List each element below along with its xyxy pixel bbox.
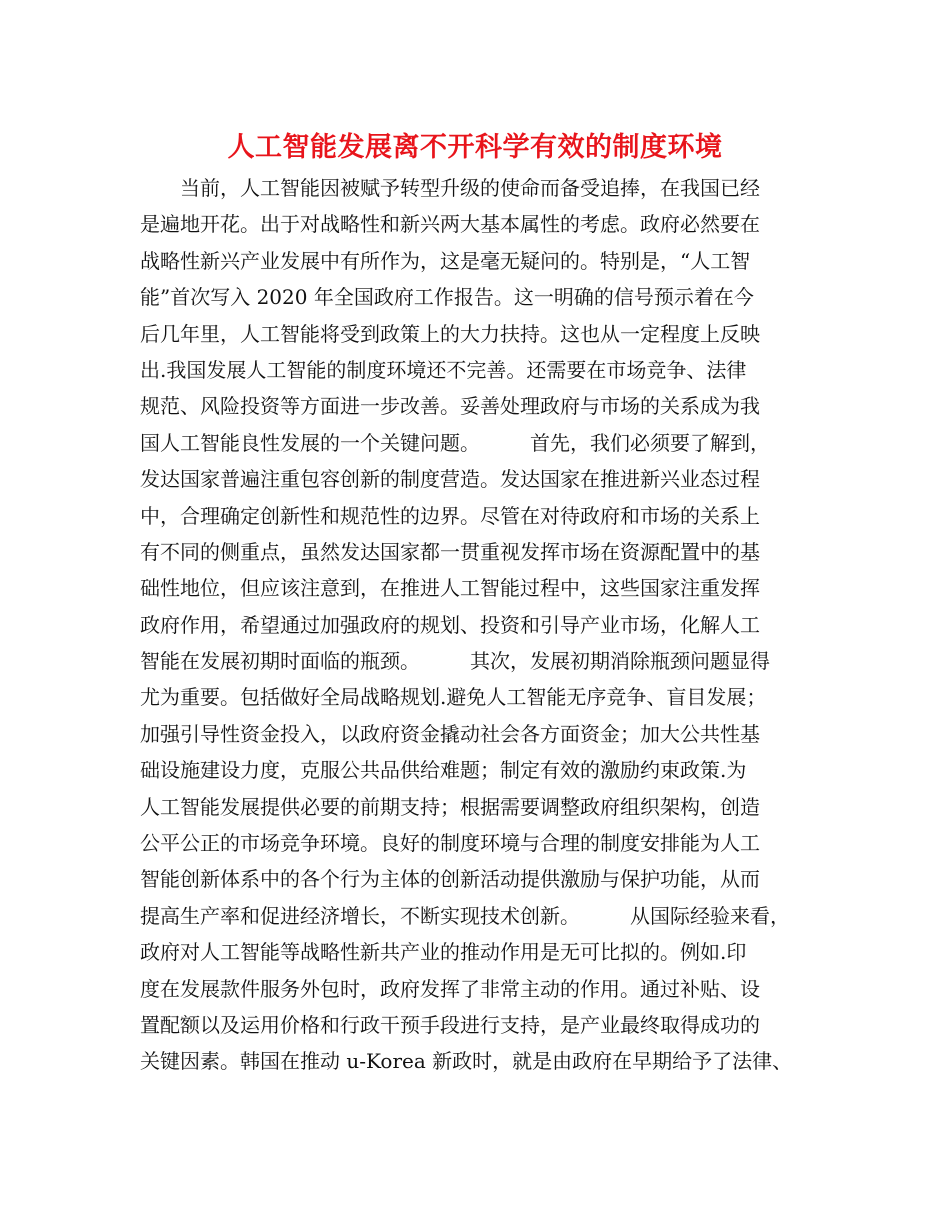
document-title: 人工智能发展离不开科学有效的制度环境 — [227, 132, 723, 163]
body-line: 有不同的侧重点，虽然发达国家都一贯重视发挥市场在资源配置中的基 — [140, 539, 760, 564]
body-line: 度在发展款件服务外包时，政府发挥了非常主动的作用。通过补贴、设 — [140, 976, 760, 1001]
body-line: 政府对人工智能等战略性新共产业的推动作用是无可比拟的。例如.印 — [140, 940, 747, 965]
body-line: 智能在发展初期时面临的瓶颈。 其次，发展初期消除瓶颈问题显得 — [140, 649, 770, 674]
body-line: 加强引导性资金投入，以政府资金撬动社会各方面资金；加大公共性基 — [140, 721, 760, 746]
body-line: 当前，人工智能因被赋予转型升级的使命而备受追捧，在我国已经 — [140, 176, 760, 200]
body-line: 是遍地开花。出于对战略性和新兴两大基本属性的考虑。政府必然要在 — [140, 212, 760, 237]
body-line: 发达国家普遍注重包容创新的制度营造。发达国家在推进新兴业态过程 — [140, 467, 760, 492]
body-line: 关键因素。韩国在推动 u-Korea 新政时，就是由政府在早期给予了法律、 — [140, 1049, 793, 1074]
body-line: 人工智能发展提供必要的前期支持；根据需要调整政府组织架构，创造 — [140, 794, 760, 819]
body-line: 智能创新体系中的各个行为主体的创新活动提供激励与保护功能，从而 — [140, 867, 760, 892]
body-line: 规范、风险投资等方面进一步改善。妥善处理政府与市场的关系成为我 — [140, 394, 760, 419]
body-line: 础性地位，但应该注意到，在推进人工智能过程中，这些国家注重发挥 — [140, 576, 760, 601]
body-line: 置配额以及运用价格和行政干预手段进行支持，是产业最终取得成功的 — [140, 1012, 760, 1037]
body-line: 公平公正的市场竞争环境。良好的制度环境与合理的制度安排能为人工 — [140, 831, 760, 856]
body-line: 国人工智能良性发展的一个关键问题。 首先，我们必须要了解到， — [140, 430, 770, 455]
document-body — [140, 170, 830, 1080]
body-line: 中，合理确定创新性和规范性的边界。尽管在对待政府和市场的关系上 — [140, 503, 760, 528]
body-line: 后几年里，人工智能将受到政策上的大力扶持。这也从一定程度上反映 — [140, 321, 760, 346]
body-line: 战略性新兴产业发展中有所作为，这是毫无疑问的。特别是，“人工智 — [140, 248, 751, 273]
body-line: 政府作用，希望通过加强政府的规划、投资和引导产业市场，化解人工 — [140, 612, 760, 637]
body-line: 能”首次写入 2020 年全国政府工作报告。这一明确的信号预示着在今 — [140, 285, 754, 310]
body-line: 出.我国发展人工智能的制度环境还不完善。还需要在市场竞争、法律 — [140, 357, 747, 382]
body-line: 尤为重要。包括做好全局战略规划.避免人工智能无序竞争、盲目发展； — [140, 685, 767, 710]
body-line: 础设施建设力度，克服公共品供给难题；制定有效的激励约束政策.为 — [140, 758, 747, 783]
body-line: 提高生产率和促进经济增长，不断实现技术创新。 从国际经验来看， — [140, 903, 790, 928]
